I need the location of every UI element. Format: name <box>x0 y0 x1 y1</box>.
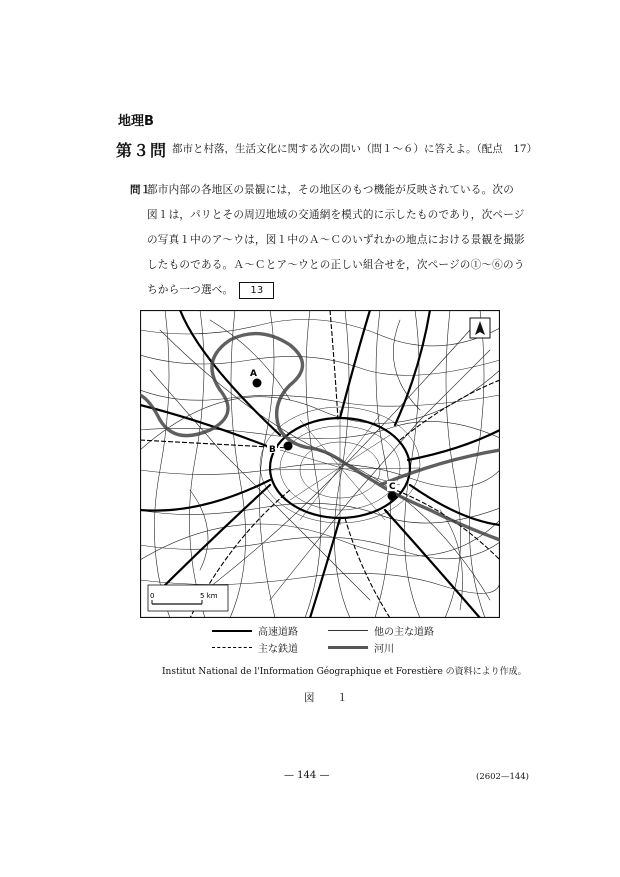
q1-label: 問１ <box>130 184 151 196</box>
legend-highway-label: 高速道路 <box>258 627 298 638</box>
scale-5km: 5 km <box>200 592 218 600</box>
q1-text-line-last <box>147 282 274 299</box>
highway-line-icon <box>212 630 252 632</box>
point-c-label: C <box>389 482 396 492</box>
road-line-icon <box>328 630 368 631</box>
legend-river-label: 河川 <box>374 644 394 655</box>
scale-bar <box>148 585 228 611</box>
point-a-label: A <box>250 369 257 379</box>
q1-text-line: の写真１中のア～ウは，図１中のＡ～Ｃのいずれかの地点における景観を撮影 <box>147 234 525 246</box>
legend-river <box>328 640 394 655</box>
q1-text-line: したものである。Ａ～Ｃとア～ウとの正しい組合せを，次ページの①～⑥のう <box>147 259 525 271</box>
point-c <box>387 481 397 501</box>
scale-zero: 0 <box>150 592 155 600</box>
legend-railway-label: 主な鉄道 <box>258 644 298 655</box>
north-arrow-icon <box>470 318 490 338</box>
subject-title: 地理B <box>118 114 154 129</box>
question-number: 第３問 <box>116 141 168 160</box>
point-b-label: B <box>269 445 276 455</box>
source-note: Institut National de l'Information Géographique et Forestière の資料により作成。 <box>162 667 527 677</box>
question-instruction: 都市と村落，生活文化に関する次の問い（問１～６）に答えよ。（配点 17） <box>172 143 538 155</box>
paris-transport-map <box>140 310 500 618</box>
q1-text-line: ちから一つ選べ。 <box>147 284 234 296</box>
figure-caption: 図 １ <box>304 692 354 704</box>
q1-text-line: 図１は，パリとその周辺地域の交通網を模式的に示したものであり，次ページ <box>147 209 525 221</box>
legend-other-road-label: 他の主な道路 <box>374 627 434 638</box>
page-number: — 144 — <box>284 770 330 781</box>
railway-line-icon <box>212 647 252 648</box>
q1-text-line: 都市内部の各地区の景観には，その地区のもつ機能が反映されている。次の <box>147 184 514 196</box>
page-code: (2602—144) <box>476 772 529 782</box>
river-line-icon <box>328 646 368 649</box>
legend-highway <box>212 623 298 638</box>
answer-box: 13 <box>239 282 274 299</box>
legend-railway <box>212 640 298 655</box>
legend-other-road <box>328 623 434 638</box>
